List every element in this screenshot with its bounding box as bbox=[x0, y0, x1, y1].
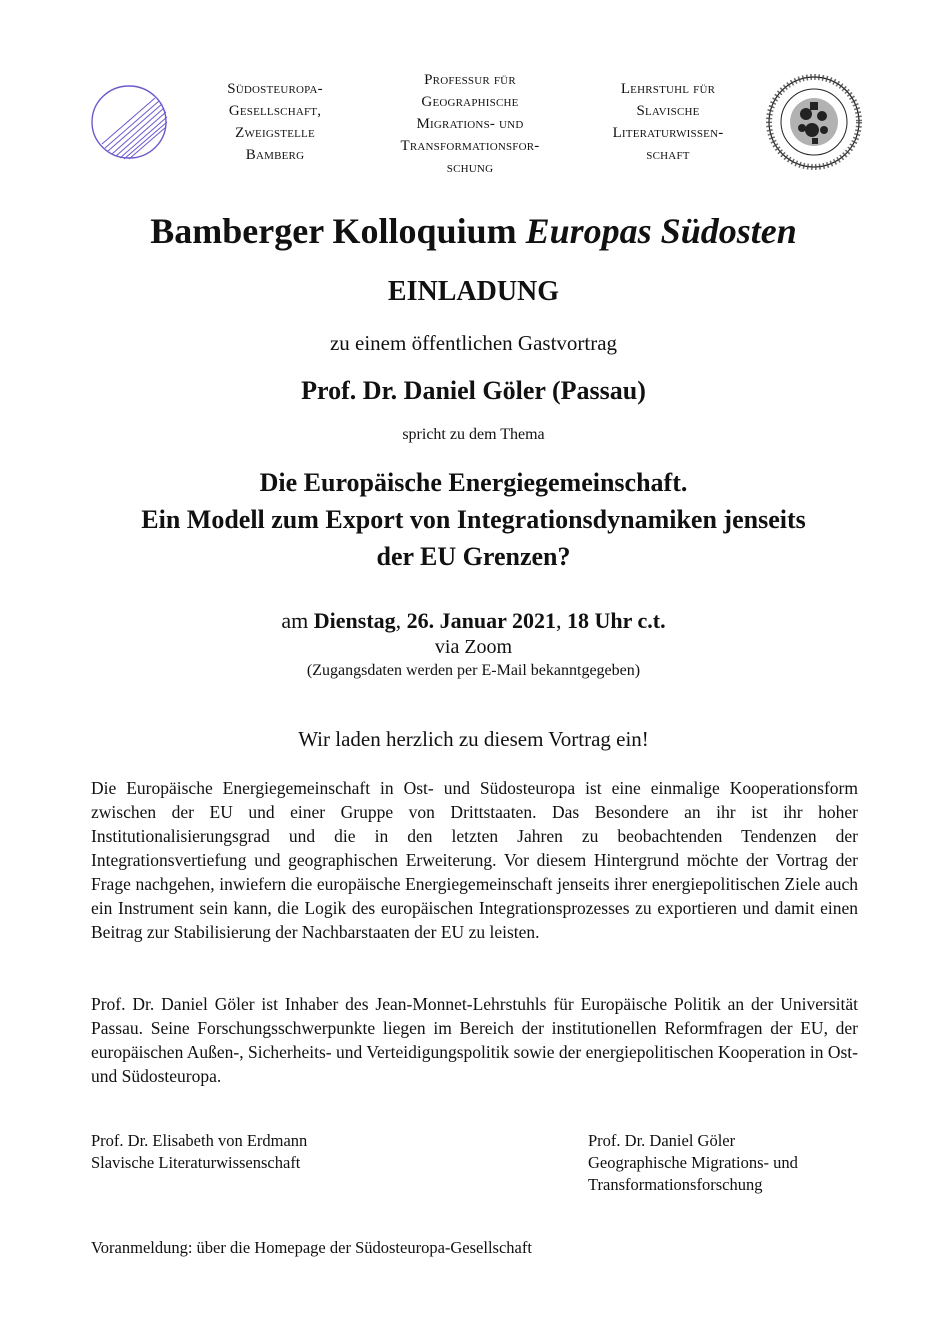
topic-line: Ein Modell zum Export von Integrationsdynamiken jenseits bbox=[141, 505, 806, 534]
signature-right bbox=[588, 1130, 888, 1196]
header-left-line: Gesellschaft, bbox=[228, 103, 322, 119]
header-right-line: Literaturwissen- bbox=[612, 125, 724, 141]
header-left-line: Bamberg bbox=[245, 147, 305, 163]
invitation-subheading: zu einem öffentlichen Gastvortrag bbox=[329, 331, 618, 355]
topic-intro: spricht zu dem Thema bbox=[402, 426, 545, 443]
topic-line: Die Europäische Energiegemeinschaft. bbox=[259, 468, 688, 497]
header-center-line: Professur für bbox=[424, 72, 516, 88]
event-venue: via Zoom bbox=[434, 636, 513, 658]
header-right-line: Slavische bbox=[636, 103, 700, 119]
event-date bbox=[0, 608, 947, 634]
header-center-line: Transformationsfor- bbox=[400, 138, 540, 154]
signature-line: Prof. Dr. Daniel Göler bbox=[588, 1131, 736, 1150]
date-prefix: am bbox=[281, 608, 314, 633]
header-center-line: schung bbox=[446, 160, 494, 176]
header-left-block bbox=[190, 78, 360, 166]
university-seal-icon bbox=[766, 74, 862, 170]
date-separator: , bbox=[395, 608, 407, 633]
title-italic: Europas Südosten bbox=[525, 211, 797, 251]
signature-line: Transformationsforschung bbox=[588, 1175, 763, 1194]
letterhead bbox=[0, 0, 947, 190]
access-note: (Zugangsdaten werden per E-Mail bekanntgegeben) bbox=[306, 662, 641, 679]
header-right-line: schaft bbox=[646, 147, 690, 163]
speaker-bio-paragraph: Prof. Dr. Daniel Göler ist Inhaber des Jean-Monnet-Lehrstuhls für Europäische Politik an der Universität Passau. Seine Forschungsschwerpunkte liegen im Bereich der institutionellen Reformfragen der EU, der europäischen Außen-, Sicherheits- und Verteidigungspolitik sowie der energiepolitischen Kooperation in Ost- und Südosteuropa. bbox=[91, 994, 858, 1086]
invitation-heading: EINLADUNG bbox=[387, 276, 560, 307]
date-time: 18 Uhr c.t. bbox=[567, 608, 666, 633]
date-value: 26. Januar 2021 bbox=[406, 608, 557, 633]
date-day: Dienstag bbox=[313, 608, 396, 633]
header-right-line: Lehrstuhl für bbox=[620, 81, 716, 97]
header-left-line: Südosteuropa- bbox=[227, 81, 323, 97]
signature-line: Slavische Literaturwissenschaft bbox=[91, 1153, 301, 1172]
registration-note: Voranmeldung: über die Homepage der Südosteuropa-Gesellschaft bbox=[91, 1238, 532, 1257]
header-center-block bbox=[370, 69, 570, 179]
speaker-name: Prof. Dr. Daniel Göler (Passau) bbox=[301, 376, 646, 405]
page-title bbox=[0, 210, 947, 252]
date-separator: , bbox=[556, 608, 568, 633]
lecture-topic bbox=[0, 464, 947, 575]
signature-line: Geographische Migrations- und bbox=[588, 1153, 798, 1172]
signature-left bbox=[91, 1130, 411, 1174]
header-right-block bbox=[578, 78, 758, 166]
header-center-line: Geographische bbox=[421, 94, 519, 110]
title-main: Bamberger Kolloquium bbox=[150, 211, 526, 251]
header-left-line: Zweigstelle bbox=[235, 125, 315, 141]
suedosteuropa-gesellschaft-logo-icon bbox=[88, 82, 170, 162]
signature-line: Prof. Dr. Elisabeth von Erdmann bbox=[91, 1131, 308, 1150]
header-center-line: Migrations- und bbox=[416, 116, 524, 132]
abstract-paragraph: Die Europäische Energiegemeinschaft in Ost- und Südosteuropa ist eine einmalige Kooperationsform zwischen der EU und einer Gruppe von Drittstaaten. Das Besondere an ihr ist ihr hoher Institutionalisierungsgrad und die in den letzten Jahren zu beobachtenden Tendenzen der Integrationsvertiefung und geographischen Erweiterung. Vor diesem Hintergrund möchte der Vortrag der Frage nachgehen, inwiefern die europäische Energiegemeinschaft jenseits ihrer energiepolitischen Ziele auch ein Instrument sein kann, die Logik des europäischen Integrationsprozesses zu exportieren und damit einen Beitrag zur Stabilisierung der Nachbarstaaten der EU zu leisten. bbox=[91, 778, 858, 942]
welcome-line: Wir laden herzlich zu diesem Vortrag ein! bbox=[298, 727, 649, 751]
topic-line: der EU Grenzen? bbox=[376, 542, 571, 571]
